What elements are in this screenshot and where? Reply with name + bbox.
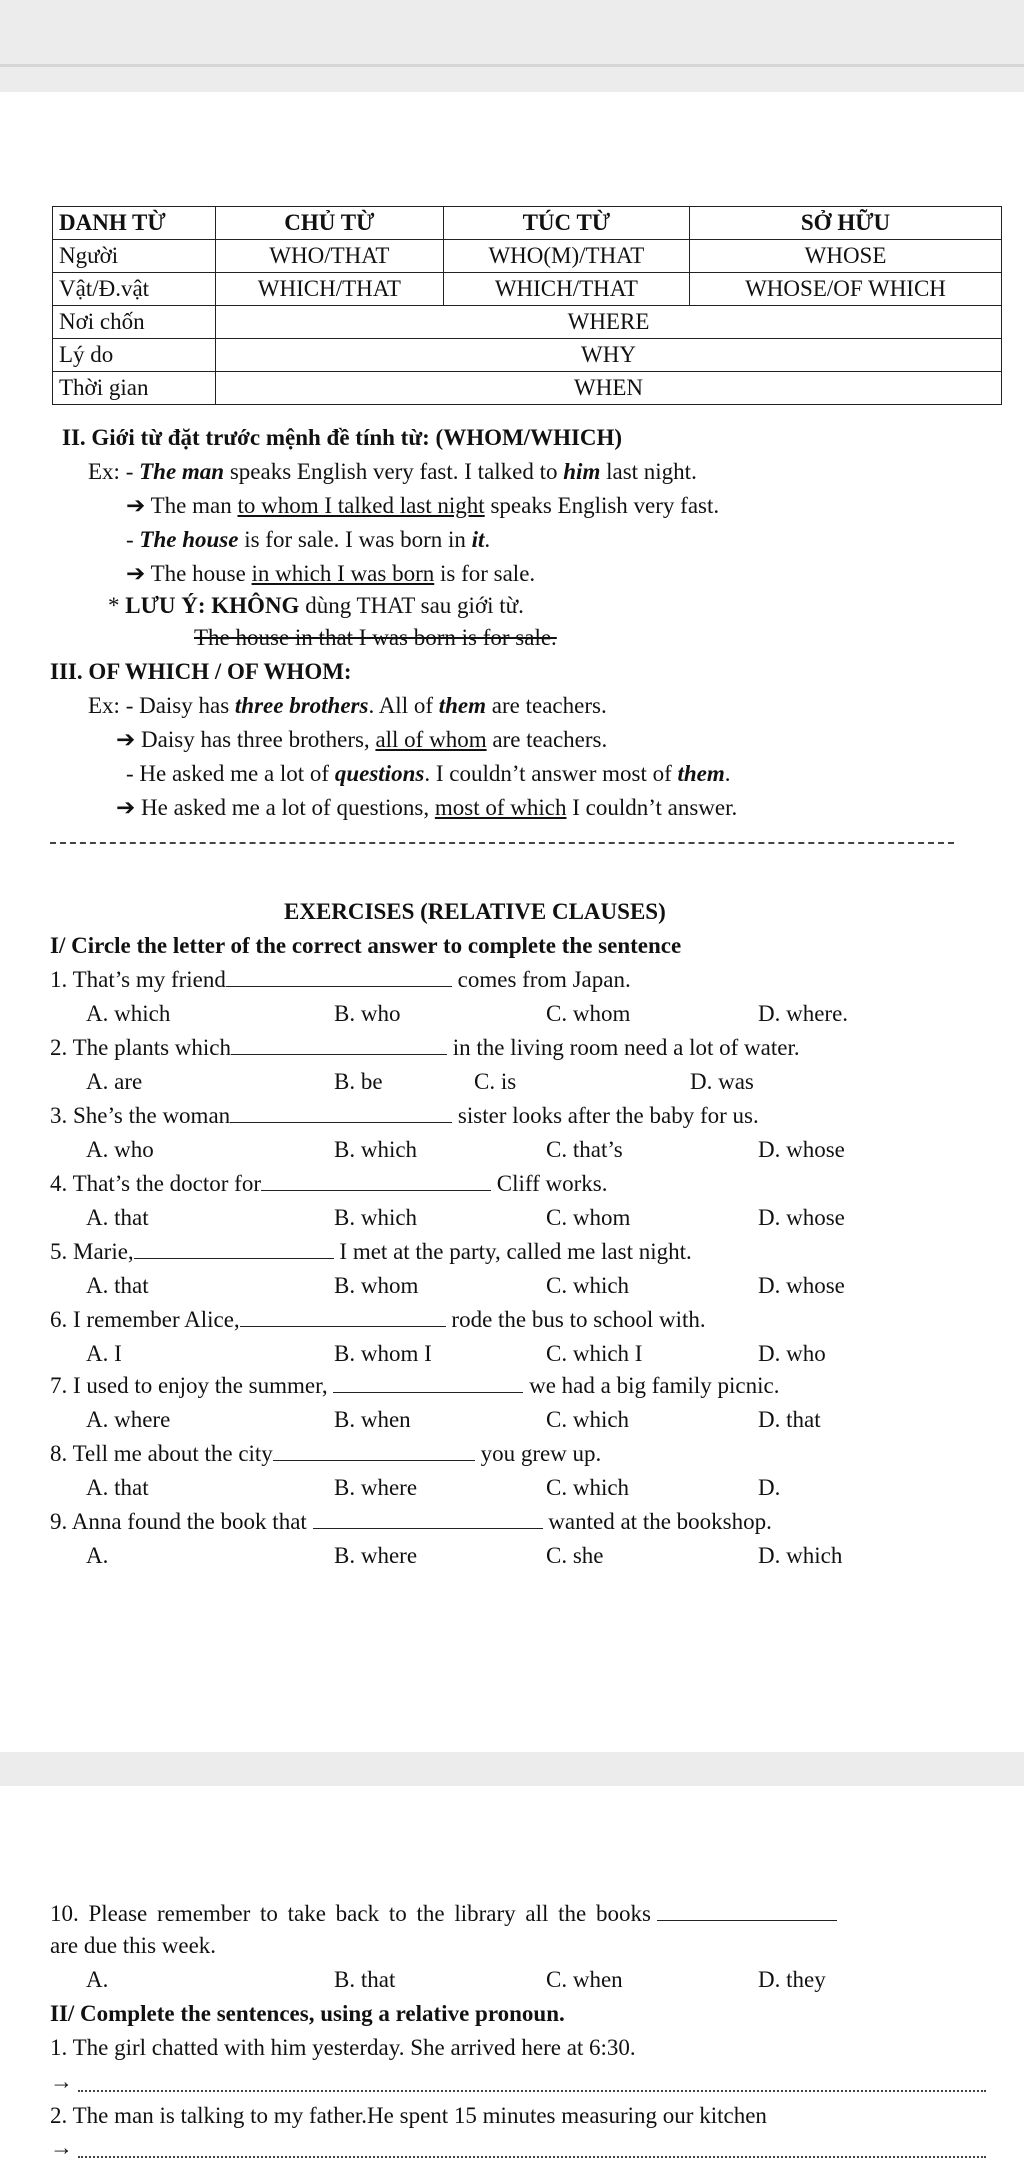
option-d[interactable]: D. whose xyxy=(758,1205,845,1230)
option-c[interactable]: C. when xyxy=(546,1967,623,1992)
part-2-heading: II/ Complete the sentences, using a relative pronoun. xyxy=(50,2001,565,2026)
option-b[interactable]: B. where xyxy=(334,1475,418,1500)
option-a[interactable]: A. xyxy=(86,1543,109,1568)
option-d[interactable]: D. who xyxy=(758,1341,826,1366)
result-line xyxy=(116,726,607,754)
table-cell: WHOSE/OF WHICH xyxy=(690,273,1002,306)
text: . xyxy=(484,527,491,552)
answer-blank xyxy=(333,1372,523,1393)
text: all of whom xyxy=(375,727,487,752)
text: LƯU Ý: KHÔNG xyxy=(125,593,300,618)
table-cell: WHY xyxy=(216,339,1002,372)
table-cell: WHOSE xyxy=(690,240,1002,273)
table-row xyxy=(53,372,1002,405)
example-line xyxy=(88,458,697,486)
text: Ex: - xyxy=(88,459,140,484)
answer-blank xyxy=(230,1102,452,1123)
option-b[interactable]: B. whom I xyxy=(334,1341,432,1366)
text: wanted at the bookshop. xyxy=(548,1509,772,1534)
table-cell: Nơi chốn xyxy=(53,306,216,339)
text: are teachers. xyxy=(486,693,607,718)
table-row xyxy=(53,273,1002,306)
arrow-icon: ➔ xyxy=(116,795,136,820)
text: 9. Anna found the book that xyxy=(50,1509,307,1534)
table-header-row xyxy=(53,207,1002,240)
table-cell: WHO/THAT xyxy=(216,240,444,273)
table-cell: Thời gian xyxy=(53,372,216,405)
text: I met at the party, called me last night. xyxy=(339,1239,692,1264)
question-stem-continued: are due this week. xyxy=(50,1933,217,1958)
question-stem xyxy=(50,966,631,994)
answer-blank xyxy=(231,1034,447,1055)
text: three brothers xyxy=(234,693,369,718)
answer-blank xyxy=(134,1238,334,1259)
text: questions xyxy=(334,761,425,786)
table-row xyxy=(53,240,1002,273)
option-d[interactable]: D. which xyxy=(758,1543,843,1568)
text: The man xyxy=(139,459,225,484)
option-c[interactable]: C. whom xyxy=(546,1001,631,1026)
table-row xyxy=(53,339,1002,372)
option-a[interactable]: A. xyxy=(86,1967,109,1992)
question-stem xyxy=(50,1170,608,1198)
text: 10. Please remember to take back to the library all the books xyxy=(50,1901,651,1926)
result-line xyxy=(116,794,737,822)
text: is for sale. xyxy=(434,561,536,586)
option-c[interactable]: C. which xyxy=(546,1273,630,1298)
text: . All of xyxy=(368,693,439,718)
answer-blank xyxy=(273,1440,475,1461)
answer-blank xyxy=(240,1306,446,1327)
answer-line[interactable] xyxy=(78,2156,986,2158)
text: . xyxy=(724,761,731,786)
text: we had a big family picnic. xyxy=(529,1373,780,1398)
text: dùng THAT sau giới từ. xyxy=(299,593,524,618)
text: speaks English very fast. I talked to xyxy=(224,459,564,484)
section-3-heading: III. OF WHICH / OF WHOM: xyxy=(50,659,352,684)
text: . I couldn’t answer most of xyxy=(424,761,678,786)
answer-line[interactable] xyxy=(78,2090,986,2092)
text: The house xyxy=(145,561,252,586)
note-line xyxy=(108,592,524,620)
text: The man xyxy=(145,493,238,518)
text: I couldn’t answer. xyxy=(566,795,738,820)
table-row xyxy=(53,306,1002,339)
document-page-2 xyxy=(0,1786,1024,2162)
text: Daisy has three brothers, xyxy=(135,727,376,752)
option-d[interactable]: D. that xyxy=(758,1407,821,1432)
arrow-icon: ➔ xyxy=(116,727,136,752)
text: in the living room need a lot of water. xyxy=(452,1035,800,1060)
text: 6. I remember Alice, xyxy=(50,1307,240,1332)
text: comes from Japan. xyxy=(457,967,631,992)
question-stem xyxy=(50,1034,800,1062)
question-stem xyxy=(50,1508,772,1536)
text: - xyxy=(126,527,140,552)
result-line xyxy=(126,492,719,520)
text: them xyxy=(438,693,487,718)
table-header-cell: TÚC TỪ xyxy=(443,207,689,240)
table-cell: WHEN xyxy=(216,372,1002,405)
rewrite-question: 2. The man is talking to my father.He spent 15 minutes measuring our kitchen xyxy=(50,2103,767,2128)
exercises-title: EXERCISES (RELATIVE CLAUSES) xyxy=(284,899,666,924)
text: most of which xyxy=(434,795,567,820)
option-c[interactable]: C. which I xyxy=(546,1341,643,1366)
option-b[interactable]: B. who xyxy=(334,1001,401,1026)
option-d[interactable]: D. was xyxy=(690,1069,754,1094)
option-c[interactable]: C. which xyxy=(546,1407,630,1432)
option-d[interactable]: D. where. xyxy=(758,1001,849,1026)
option-a[interactable]: A. that xyxy=(86,1273,149,1298)
option-b[interactable]: B. when xyxy=(334,1407,411,1432)
option-a[interactable]: A. where xyxy=(86,1407,171,1432)
option-b[interactable]: B. that xyxy=(334,1967,396,1992)
text: 1. That’s my friend xyxy=(50,967,226,992)
arrow-icon: → xyxy=(50,2069,73,2094)
arrow-icon: ➔ xyxy=(126,561,146,586)
option-a[interactable]: A. that xyxy=(86,1475,149,1500)
arrow-icon: → xyxy=(50,2135,73,2160)
result-line xyxy=(126,560,535,588)
arrow-icon: ➔ xyxy=(126,493,146,518)
incorrect-example: The house in that I was born is for sale. xyxy=(194,625,557,650)
text: in which I was born xyxy=(251,561,435,586)
question-stem xyxy=(50,1900,837,1928)
rewrite-question: 1. The girl chatted with him yesterday. She arrived here at 6:30. xyxy=(50,2035,636,2060)
text: 4. That’s the doctor for xyxy=(50,1171,261,1196)
text: sister looks after the baby for us. xyxy=(457,1103,759,1128)
answer-blank xyxy=(657,1900,837,1921)
text: it xyxy=(471,527,485,552)
option-a[interactable]: A. which xyxy=(86,1001,171,1026)
example-line xyxy=(126,760,731,788)
option-c[interactable]: C. is xyxy=(474,1069,517,1094)
text: He asked me a lot of questions, xyxy=(135,795,435,820)
text: is for sale. I was born in xyxy=(238,527,472,552)
table-cell: Vật/Đ.vật xyxy=(53,273,216,306)
text: 8. Tell me about the city xyxy=(50,1441,273,1466)
text: 5. Marie, xyxy=(50,1239,134,1264)
text: * xyxy=(108,593,126,618)
example-line xyxy=(126,526,490,554)
text: Cliff works. xyxy=(496,1171,608,1196)
text: to whom I talked last night xyxy=(237,493,485,518)
option-c[interactable]: C. that’s xyxy=(546,1137,623,1162)
text: last night. xyxy=(600,459,697,484)
option-a[interactable]: A. who xyxy=(86,1137,154,1162)
text: are teachers. xyxy=(486,727,608,752)
question-stem xyxy=(50,1440,601,1468)
table-cell: WHICH/THAT xyxy=(216,273,444,306)
option-b[interactable]: B. be xyxy=(334,1069,383,1094)
table-header-cell: SỞ HỮU xyxy=(690,207,1002,240)
option-a[interactable]: A. that xyxy=(86,1205,149,1230)
table-cell: WHERE xyxy=(216,306,1002,339)
option-c[interactable]: C. whom xyxy=(546,1205,631,1230)
question-stem xyxy=(50,1102,759,1130)
text: Ex: - Daisy has xyxy=(88,693,235,718)
question-stem xyxy=(50,1372,779,1400)
text: speaks English very fast. xyxy=(484,493,720,518)
section-divider xyxy=(50,842,954,844)
question-stem xyxy=(50,1306,706,1334)
table-cell: WHICH/THAT xyxy=(443,273,689,306)
text: - He asked me a lot of xyxy=(126,761,335,786)
answer-blank xyxy=(226,966,452,987)
example-line xyxy=(88,692,607,720)
answer-blank xyxy=(313,1508,543,1529)
table-header-cell: CHỦ TỪ xyxy=(216,207,444,240)
table-header-cell: DANH TỪ xyxy=(53,207,216,240)
text: him xyxy=(563,459,601,484)
answer-blank xyxy=(261,1170,491,1191)
text: 2. The plants which xyxy=(50,1035,231,1060)
question-stem xyxy=(50,1238,692,1266)
section-2-heading: II. Giới từ đặt trước mệnh đề tính từ: (WHOM/WHICH) xyxy=(62,425,623,450)
top-divider xyxy=(0,64,1024,67)
table-cell: WHO(M)/THAT xyxy=(443,240,689,273)
option-c[interactable]: C. which xyxy=(546,1475,630,1500)
option-b[interactable]: B. which xyxy=(334,1137,418,1162)
option-d[interactable]: D. xyxy=(758,1475,781,1500)
option-d[interactable]: D. they xyxy=(758,1967,826,1992)
option-d[interactable]: D. whose xyxy=(758,1137,845,1162)
relative-pronoun-table xyxy=(52,206,1002,405)
text: them xyxy=(677,761,725,786)
option-a[interactable]: A. are xyxy=(86,1069,143,1094)
option-b[interactable]: B. which xyxy=(334,1205,418,1230)
table-cell: Người xyxy=(53,240,216,273)
option-d[interactable]: D. whose xyxy=(758,1273,845,1298)
text: 7. I used to enjoy the summer, xyxy=(50,1373,328,1398)
option-b[interactable]: B. whom xyxy=(334,1273,419,1298)
option-b[interactable]: B. where xyxy=(334,1543,418,1568)
option-a[interactable]: A. I xyxy=(86,1341,122,1366)
text: rode the bus to school with. xyxy=(451,1307,706,1332)
text: you grew up. xyxy=(480,1441,602,1466)
text: The house xyxy=(139,527,239,552)
table-cell: Lý do xyxy=(53,339,216,372)
part-1-heading: I/ Circle the letter of the correct answer to complete the sentence xyxy=(50,933,682,958)
document-page-1 xyxy=(0,92,1024,1752)
text: 3. She’s the woman xyxy=(50,1103,231,1128)
option-c[interactable]: C. she xyxy=(546,1543,604,1568)
